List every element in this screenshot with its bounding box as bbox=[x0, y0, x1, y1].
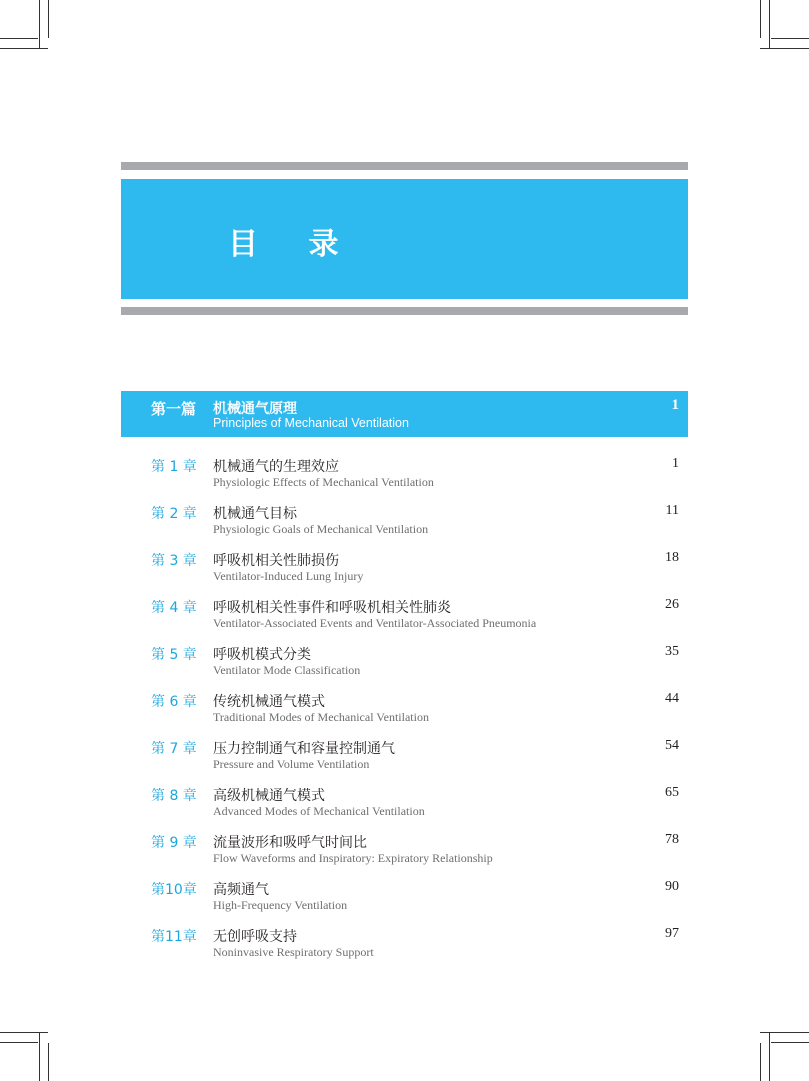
chapter-page-number: 44 bbox=[665, 691, 679, 706]
chapter-title-zh: 无创呼吸支持 bbox=[213, 929, 297, 945]
chapter-title-en: Ventilator Mode Classification bbox=[213, 663, 361, 677]
crop-mark bbox=[760, 1043, 761, 1081]
header-top-rule bbox=[121, 162, 688, 170]
part-title-zh: 机械通气原理 bbox=[213, 401, 297, 417]
chapter-title-en: Physiologic Goals of Mechanical Ventilation bbox=[213, 522, 429, 536]
crop-mark bbox=[48, 0, 49, 38]
crop-mark bbox=[48, 1043, 49, 1081]
chapter-title-zh: 高级机械通气模式 bbox=[213, 788, 325, 804]
chapter-title-zh: 呼吸机模式分类 bbox=[213, 647, 311, 663]
chapter-title-zh: 呼吸机相关性事件和呼吸机相关性肺炎 bbox=[213, 600, 451, 616]
toc-entry-chapter-9[interactable] bbox=[121, 832, 688, 872]
chapter-title-en: Flow Waveforms and Inspiratory: Expiratory Relationship bbox=[213, 851, 493, 865]
chapter-label: 第 4 章 bbox=[151, 600, 197, 616]
toc-entry-chapter-1[interactable] bbox=[121, 456, 688, 496]
chapter-label: 第11章 bbox=[151, 929, 197, 945]
chapter-title-zh: 高频通气 bbox=[213, 882, 269, 898]
toc-entry-chapter-3[interactable] bbox=[121, 550, 688, 590]
chapter-title-en: Ventilator-Associated Events and Ventilator-Associated Pneumonia bbox=[213, 616, 537, 630]
chapter-title-en: Pressure and Volume Ventilation bbox=[213, 757, 370, 771]
crop-mark bbox=[760, 1032, 809, 1033]
page-title: 目 录 bbox=[228, 227, 359, 262]
chapter-label: 第 6 章 bbox=[151, 694, 197, 710]
crop-mark bbox=[771, 38, 809, 39]
chapter-page-number: 26 bbox=[665, 597, 679, 612]
crop-mark bbox=[769, 1032, 770, 1081]
chapter-page-number: 1 bbox=[672, 456, 679, 471]
chapter-page-number: 97 bbox=[665, 926, 679, 941]
chapter-label: 第 1 章 bbox=[151, 459, 197, 475]
chapter-title-zh: 呼吸机相关性肺损伤 bbox=[213, 553, 339, 569]
crop-mark bbox=[760, 0, 761, 38]
chapter-label: 第 7 章 bbox=[151, 741, 197, 757]
toc-entry-chapter-7[interactable] bbox=[121, 738, 688, 778]
crop-mark bbox=[0, 38, 38, 39]
chapter-label: 第 8 章 bbox=[151, 788, 197, 804]
chapter-label: 第 3 章 bbox=[151, 553, 197, 569]
toc-entry-chapter-8[interactable] bbox=[121, 785, 688, 825]
crop-mark bbox=[0, 1032, 48, 1033]
part-page-number: 1 bbox=[671, 397, 679, 413]
crop-mark bbox=[760, 48, 809, 49]
chapter-label: 第 2 章 bbox=[151, 506, 197, 522]
chapter-label: 第10章 bbox=[151, 882, 197, 898]
chapter-page-number: 78 bbox=[665, 832, 679, 847]
chapter-title-en: High-Frequency Ventilation bbox=[213, 898, 348, 912]
chapter-page-number: 18 bbox=[665, 550, 679, 565]
crop-mark bbox=[39, 1032, 40, 1081]
chapter-page-number: 65 bbox=[665, 785, 679, 800]
crop-mark bbox=[0, 48, 48, 49]
chapter-title-zh: 机械通气目标 bbox=[213, 506, 297, 522]
toc-entry-chapter-6[interactable] bbox=[121, 691, 688, 731]
crop-mark bbox=[771, 1042, 809, 1043]
chapter-label: 第 5 章 bbox=[151, 647, 197, 663]
chapter-title-en: Noninvasive Respiratory Support bbox=[213, 945, 374, 959]
chapter-title-en: Ventilator-Induced Lung Injury bbox=[213, 569, 364, 583]
chapter-title-zh: 机械通气的生理效应 bbox=[213, 459, 339, 475]
part-title-en: Principles of Mechanical Ventilation bbox=[213, 416, 409, 430]
chapter-title-en: Physiologic Effects of Mechanical Ventilation bbox=[213, 475, 434, 489]
title-banner bbox=[121, 179, 688, 299]
chapter-page-number: 54 bbox=[665, 738, 679, 753]
chapter-label: 第 9 章 bbox=[151, 835, 197, 851]
part-heading[interactable] bbox=[121, 391, 688, 437]
part-label: 第一篇 bbox=[151, 400, 197, 418]
chapter-title-en: Traditional Modes of Mechanical Ventilation bbox=[213, 710, 429, 724]
chapter-page-number: 35 bbox=[665, 644, 679, 659]
toc-entry-chapter-4[interactable] bbox=[121, 597, 688, 637]
crop-mark bbox=[0, 1042, 38, 1043]
toc-entry-chapter-10[interactable] bbox=[121, 879, 688, 919]
toc-entry-chapter-11[interactable] bbox=[121, 926, 688, 966]
toc-entry-chapter-5[interactable] bbox=[121, 644, 688, 684]
crop-mark bbox=[39, 0, 40, 48]
chapter-page-number: 90 bbox=[665, 879, 679, 894]
chapter-title-zh: 传统机械通气模式 bbox=[213, 694, 325, 710]
chapter-title-zh: 压力控制通气和容量控制通气 bbox=[213, 741, 395, 757]
toc-entry-chapter-2[interactable] bbox=[121, 503, 688, 543]
chapter-title-en: Advanced Modes of Mechanical Ventilation bbox=[213, 804, 425, 818]
crop-mark bbox=[769, 0, 770, 48]
chapter-page-number: 11 bbox=[665, 503, 679, 518]
chapter-title-zh: 流量波形和吸呼气时间比 bbox=[213, 835, 367, 851]
header-bottom-rule bbox=[121, 307, 688, 315]
